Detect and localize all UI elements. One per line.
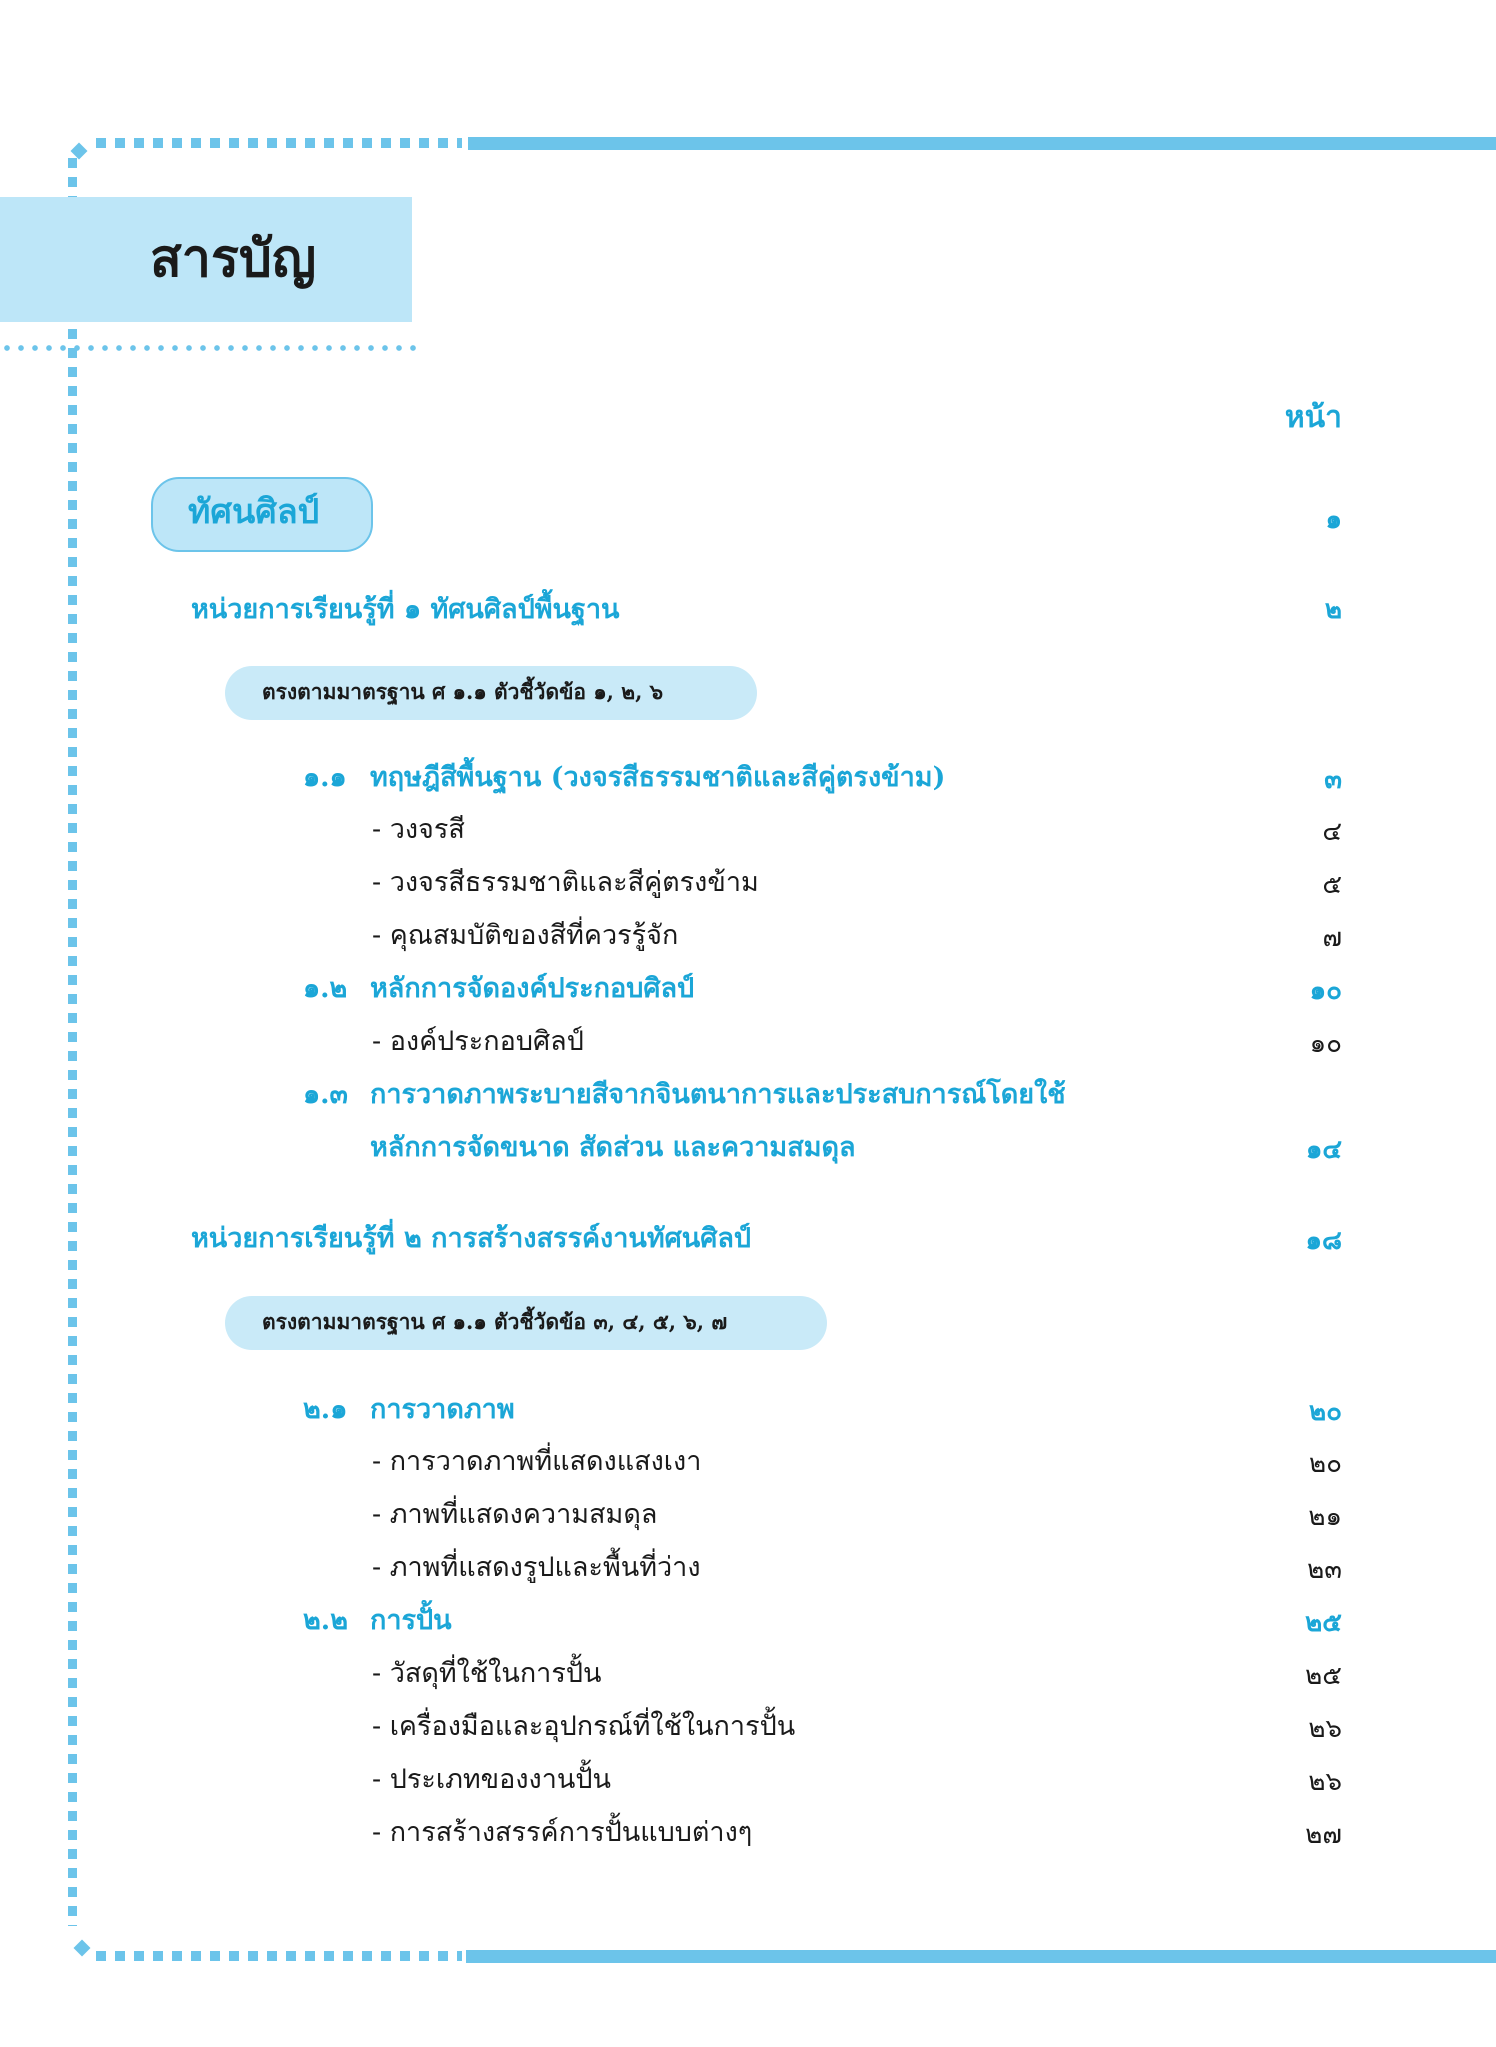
item-page-number: ๒๑	[1308, 1502, 1342, 1532]
part-title[interactable]: ทัศนศิลป์	[188, 492, 320, 532]
item-page-number: ๒๖	[1308, 1714, 1342, 1744]
item-page-number: ๔	[1322, 817, 1342, 847]
section-title[interactable]: การวาดภาพ	[370, 1394, 515, 1425]
item-page-number: ๑๐	[1309, 1029, 1342, 1059]
list-item[interactable]: - คุณสมบัติของสีที่ควรรู้จัก	[372, 920, 679, 951]
item-page-number: ๗	[1322, 923, 1342, 953]
section-page-number: ๓	[1324, 765, 1342, 795]
section-page-number: ๑๔	[1305, 1135, 1342, 1165]
section-title[interactable]: การปั้น	[370, 1605, 452, 1636]
list-item[interactable]: - องค์ประกอบศิลป์	[372, 1026, 584, 1057]
item-page-number: ๒๗	[1305, 1820, 1342, 1850]
frame-corner-bottom	[74, 1940, 91, 1957]
item-page-number: ๒๖	[1308, 1767, 1342, 1797]
section-page-number: ๒๕	[1305, 1608, 1342, 1638]
section-title[interactable]: ทฤษฎีสีพื้นฐาน (วงจรสีธรรมชาติและสีคู่ตรงข้าม)	[370, 762, 946, 793]
frame-top-dotted-border	[96, 138, 462, 148]
section-title-continued[interactable]: หลักการจัดขนาด สัดส่วน และความสมดุล	[370, 1132, 856, 1163]
title-dotted-underline	[0, 345, 420, 351]
list-item[interactable]: - ภาพที่แสดงรูปและพื้นที่ว่าง	[372, 1552, 701, 1583]
unit-title[interactable]: หน่วยการเรียนรู้ที่ ๒ การสร้างสรรค์งานทัศนศิลป์	[191, 1223, 752, 1254]
page-title: สารบัญ	[150, 229, 317, 289]
section-number: ๒.๒	[303, 1605, 348, 1636]
list-item[interactable]: - วงจรสี	[372, 814, 465, 845]
frame-bottom-border	[466, 1950, 1496, 1963]
section-page-number: ๒๐	[1308, 1397, 1342, 1427]
section-page-number: ๑๐	[1309, 976, 1342, 1006]
page-column-header: หน้า	[1284, 400, 1342, 435]
list-item[interactable]: - การสร้างสรรค์การปั้นแบบต่างๆ	[372, 1817, 753, 1848]
frame-bottom-dotted-border	[96, 1951, 462, 1961]
list-item[interactable]: - ประเภทของงานปั้น	[372, 1764, 611, 1795]
section-number: ๑.๓	[303, 1079, 348, 1110]
list-item[interactable]: - การวาดภาพที่แสดงแสงเงา	[372, 1446, 702, 1477]
list-item[interactable]: - วัสดุที่ใช้ในการปั้น	[372, 1658, 602, 1689]
list-item[interactable]: - ภาพที่แสดงความสมดุล	[372, 1499, 658, 1530]
unit-page-number: ๒	[1324, 595, 1342, 625]
frame-corner-top	[71, 143, 88, 160]
list-item[interactable]: - เครื่องมือและอุปกรณ์ที่ใช้ในการปั้น	[372, 1711, 796, 1742]
list-item[interactable]: - วงจรสีธรรมชาติและสีคู่ตรงข้าม	[372, 867, 759, 898]
standard-text: ตรงตามมาตรฐาน ศ ๑.๑ ตัวชี้วัดข้อ ๓, ๔, ๕, ๖, ๗	[262, 1309, 728, 1334]
standard-text: ตรงตามมาตรฐาน ศ ๑.๑ ตัวชี้วัดข้อ ๑, ๒, ๖	[262, 679, 664, 704]
section-number: ๑.๑	[303, 762, 347, 793]
item-page-number: ๒๐	[1308, 1449, 1342, 1479]
unit-page-number: ๑๘	[1305, 1226, 1342, 1256]
section-number: ๑.๒	[303, 973, 348, 1004]
item-page-number: ๕	[1322, 870, 1342, 900]
section-number: ๒.๑	[303, 1394, 348, 1425]
frame-top-border	[468, 137, 1496, 150]
item-page-number: ๒๓	[1307, 1555, 1342, 1585]
section-title[interactable]: หลักการจัดองค์ประกอบศิลป์	[370, 973, 695, 1004]
unit-title[interactable]: หน่วยการเรียนรู้ที่ ๑ ทัศนศิลป์พื้นฐาน	[191, 594, 620, 625]
section-title[interactable]: การวาดภาพระบายสีจากจินตนาการและประสบการณ์โดยใช้	[370, 1079, 1066, 1110]
part-page-number: ๑	[1325, 505, 1342, 535]
frame-left-dotted-border	[68, 158, 77, 1926]
item-page-number: ๒๕	[1305, 1661, 1342, 1691]
